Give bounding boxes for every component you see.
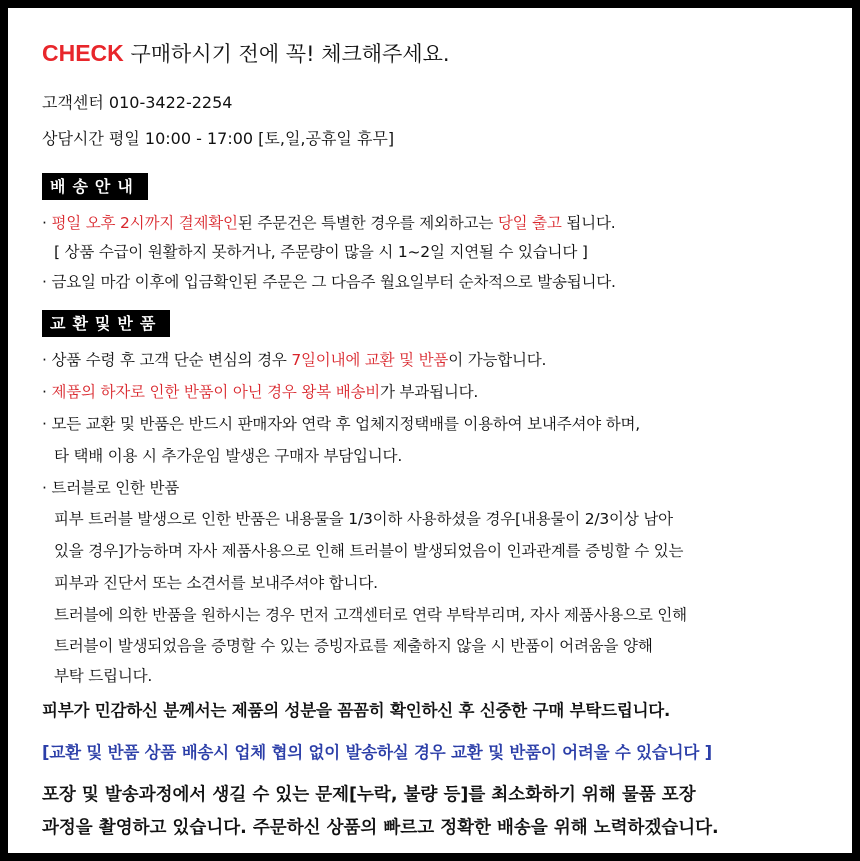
text: 가 부과됩니다. (380, 383, 479, 401)
returns-line-5: · 트러블로 인한 반품 (42, 479, 180, 497)
returns-heading: 교환및반품 (42, 310, 170, 337)
returns-line-9: 트러블에 의한 반품을 원하시는 경우 먼저 고객센터로 연락 부탁부리며, 자사 제품사용으로 인해 (54, 606, 687, 624)
highlight-shipping-fee: 제품의 하자로 인한 반품이 아닌 경우 왕복 배송비 (51, 383, 381, 401)
returns-line-8: 피부과 진단서 또는 소견서를 보내주셔야 합니다. (54, 574, 378, 592)
text: 됩니다. (561, 214, 616, 232)
consultation-hours: 상담시간 평일 10:00 - 17:00 [토,일,공휴일 휴무] (42, 129, 395, 148)
highlight-cutoff: 평일 오후 2시까지 결제확인 (51, 214, 238, 232)
returns-line-2 (42, 380, 478, 402)
check-label: CHECK (42, 40, 124, 66)
returns-line-1 (42, 348, 546, 370)
shipping-line-2: [ 상품 수급이 원활하지 못하거나, 주문량이 많을 시 1~2일 지연될 수 있습니다 ] (54, 243, 588, 261)
shipping-heading: 배송안내 (42, 173, 148, 200)
returns-line-6: 피부 트러블 발생으로 인한 반품은 내용물을 1/3이하 사용하셨을 경우[내용물이 2/3이상 남아 (54, 510, 673, 528)
returns-line-10: 트러블이 발생되었음을 증명할 수 있는 증빙자료를 제출하지 않을 시 반품이 어려움을 양해 (54, 637, 653, 655)
shipping-line-1 (42, 211, 615, 233)
text: 된 주문건은 특별한 경우를 제외하고는 (237, 214, 498, 232)
returns-line-7: 있을 경우]가능하며 자사 제품사용으로 인해 트러블이 발생되었음이 인과관계를 증빙할 수 있는 (54, 542, 684, 560)
highlight-7-days: 7일이내에 교환 및 반품 (291, 351, 449, 369)
return-warning-notice: [교환 및 반품 상품 배송시 업체 협의 없이 발송하실 경우 교환 및 반품이 어려울 수 있습니다 ] (42, 743, 712, 762)
packaging-line-1: 포장 및 발송과정에서 생길 수 있는 문제[누락, 불량 등]를 최소화하기 위해 물품 포장 (42, 785, 696, 805)
bullet: · (42, 383, 52, 401)
highlight-same-day: 당일 출고 (497, 214, 562, 232)
title-text: 구매하시기 전에 꼭! 체크해주세요. (123, 42, 450, 66)
returns-line-4: 타 택배 이용 시 추가운임 발생은 구매자 부담입니다. (54, 447, 403, 465)
bullet: · (42, 214, 52, 232)
sensitive-skin-notice: 피부가 민감하신 분께서는 제품의 성분을 꼼꼼히 확인하신 후 신중한 구매 부탁드립니다. (42, 701, 671, 720)
text: 이 가능합니다. (448, 351, 547, 369)
customer-center-phone: 고객센터 010-3422-2254 (42, 93, 233, 112)
text: · 상품 수령 후 고객 단순 변심의 경우 (42, 351, 292, 369)
page-title (42, 38, 450, 68)
shipping-line-3: · 금요일 마감 이후에 입금확인된 주문은 그 다음주 월요일부터 순차적으로 발송됩니다. (42, 273, 616, 291)
packaging-line-2: 과정을 촬영하고 있습니다. 주문하신 상품의 빠르고 정확한 배송을 위해 노력하겠습니다. (42, 818, 719, 838)
returns-line-11: 부탁 드립니다. (54, 667, 153, 685)
returns-line-3: · 모든 교환 및 반품은 반드시 판매자와 연락 후 업체지정택배를 이용하여 보내주셔야 하며, (42, 415, 641, 433)
